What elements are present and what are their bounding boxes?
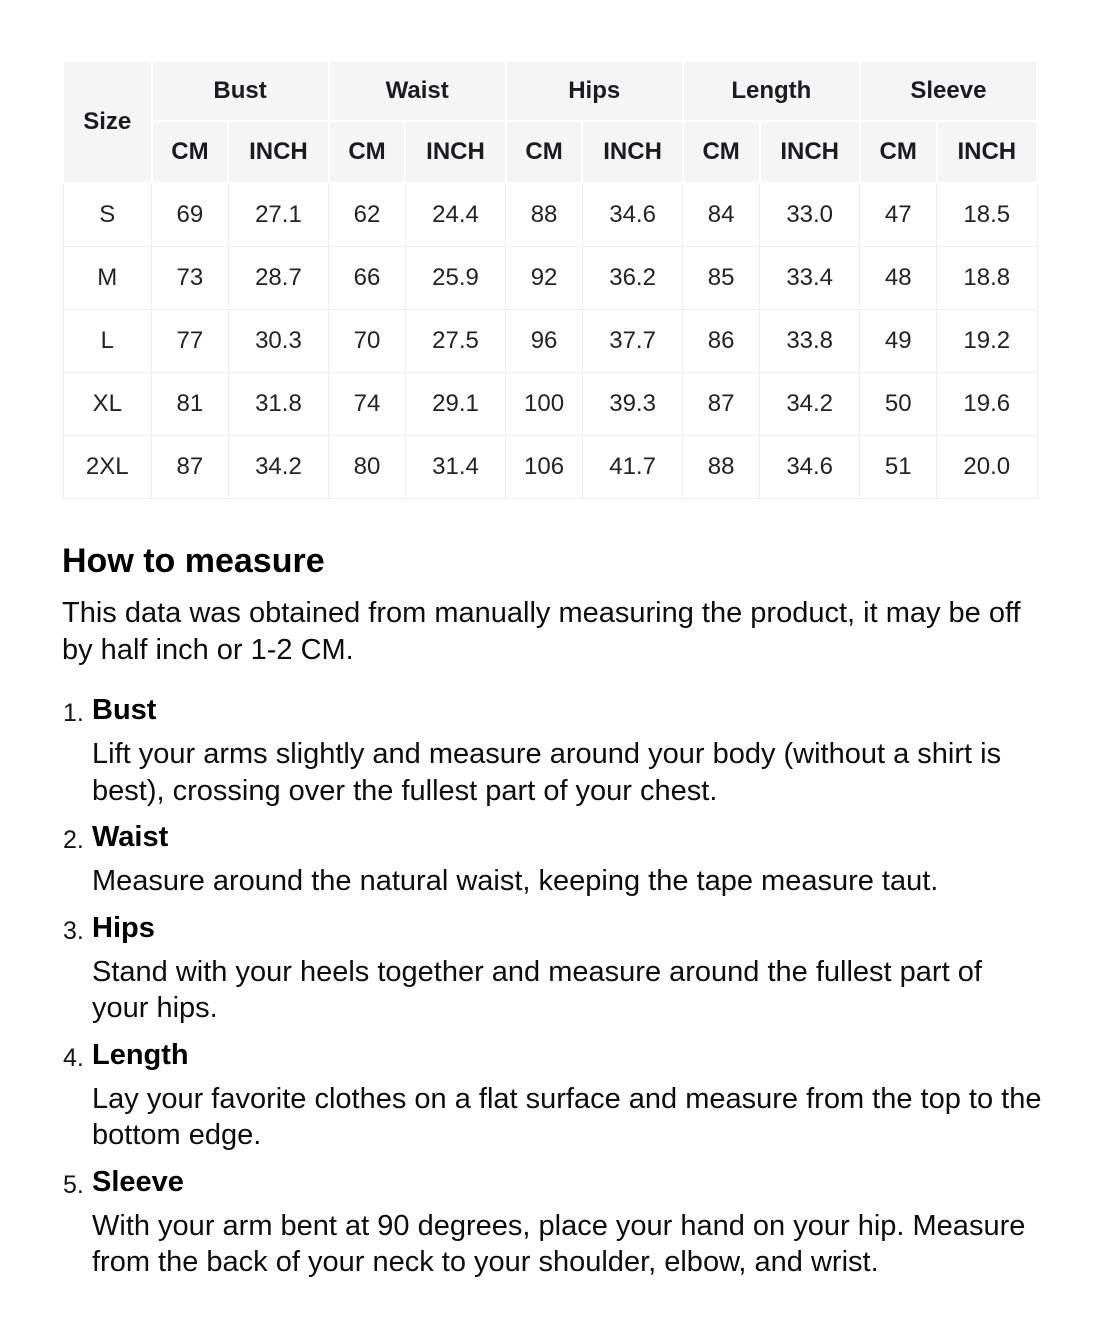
cell: 87 — [152, 435, 229, 498]
cell: 28.7 — [228, 246, 328, 309]
size-chart-header — [63, 61, 1037, 183]
cell: 86 — [683, 309, 760, 372]
cell: 34.2 — [228, 435, 328, 498]
unit-header-waist-inch: INCH — [405, 121, 505, 183]
cell: 73 — [152, 246, 229, 309]
unit-header-sleeve-cm: CM — [860, 121, 937, 183]
measure-step-bust — [62, 692, 1038, 809]
unit-row — [63, 121, 1037, 183]
table-row-l — [63, 309, 1037, 372]
table-row-2xl — [63, 435, 1037, 498]
cell: 48 — [860, 246, 937, 309]
step-description: Lift your arms slightly and measure around your body (without a shirt is best), crossing over the fullest part of your chest. — [92, 738, 1002, 807]
cell: 49 — [860, 309, 937, 372]
column-header-sleeve: Sleeve — [860, 61, 1037, 121]
cell: 29.1 — [405, 372, 505, 435]
cell: 50 — [860, 372, 937, 435]
cell: 81 — [152, 372, 229, 435]
size-cell: 2XL — [63, 435, 152, 498]
cell: 34.2 — [760, 372, 860, 435]
cell: 27.5 — [405, 309, 505, 372]
cell: 33.4 — [760, 246, 860, 309]
cell: 36.2 — [582, 246, 682, 309]
cell: 96 — [506, 309, 583, 372]
cell: 47 — [860, 183, 937, 246]
cell: 33.0 — [760, 183, 860, 246]
unit-header-length-inch: INCH — [760, 121, 860, 183]
size-chart-table — [62, 60, 1038, 499]
step-number: 3. — [63, 916, 84, 945]
how-to-measure-heading: How to measure — [62, 541, 325, 580]
cell: 18.8 — [937, 246, 1037, 309]
column-header-hips: Hips — [506, 61, 683, 121]
cell: 25.9 — [405, 246, 505, 309]
cell: 74 — [329, 372, 406, 435]
cell: 20.0 — [937, 435, 1037, 498]
cell: 51 — [860, 435, 937, 498]
unit-header-sleeve-inch: INCH — [937, 121, 1037, 183]
unit-header-hips-cm: CM — [506, 121, 583, 183]
column-header-length: Length — [683, 61, 860, 121]
cell: 27.1 — [228, 183, 328, 246]
cell: 19.2 — [937, 309, 1037, 372]
table-row-s — [63, 183, 1037, 246]
cell: 100 — [506, 372, 583, 435]
measure-disclaimer: This data was obtained from manually measuring the product, it may be off by half inch or 1-2 CM. — [62, 597, 1021, 666]
cell: 62 — [329, 183, 406, 246]
step-description: With your arm bent at 90 degrees, place your hand on your hip. Measure from the back of your neck to your shoulder, elbow, and wrist. — [92, 1209, 1026, 1279]
cell: 33.8 — [760, 309, 860, 372]
column-header-size: Size — [63, 61, 152, 183]
column-header-waist: Waist — [329, 61, 506, 121]
cell: 24.4 — [405, 183, 505, 246]
step-description: Stand with your heels together and measure around the fullest part of your hips. — [92, 955, 982, 1025]
table-row-xl — [63, 372, 1037, 435]
step-title: Hips — [92, 911, 155, 944]
cell: 31.4 — [405, 435, 505, 498]
unit-header-length-cm: CM — [683, 121, 760, 183]
cell: 92 — [506, 246, 583, 309]
cell: 41.7 — [582, 435, 682, 498]
cell: 106 — [506, 435, 583, 498]
cell: 87 — [683, 372, 760, 435]
cell: 34.6 — [582, 183, 682, 246]
cell: 88 — [506, 183, 583, 246]
cell: 70 — [329, 309, 406, 372]
cell: 69 — [152, 183, 229, 246]
measure-step-length — [62, 1037, 1042, 1154]
step-title: Length — [92, 1038, 189, 1071]
measurement-group-row — [63, 61, 1037, 121]
step-number: 5. — [63, 1170, 84, 1199]
cell: 19.6 — [937, 372, 1037, 435]
cell: 18.5 — [937, 183, 1037, 246]
size-cell: XL — [63, 372, 152, 435]
measure-steps-list — [62, 692, 1042, 1281]
cell: 39.3 — [582, 372, 682, 435]
cell: 88 — [683, 435, 760, 498]
cell: 77 — [152, 309, 229, 372]
unit-header-hips-inch: INCH — [582, 121, 682, 183]
cell: 80 — [329, 435, 406, 498]
size-cell: S — [63, 183, 152, 246]
size-cell: L — [63, 309, 152, 372]
cell: 37.7 — [582, 309, 682, 372]
column-header-bust: Bust — [152, 61, 329, 121]
step-number: 4. — [63, 1043, 84, 1072]
step-number: 1. — [63, 699, 84, 728]
cell: 84 — [683, 183, 760, 246]
step-description: Measure around the natural waist, keeping the tape measure taut. — [92, 865, 939, 898]
step-title: Waist — [92, 821, 169, 854]
step-title: Bust — [92, 694, 157, 727]
measure-step-sleeve — [62, 1164, 1038, 1281]
unit-header-bust-inch: INCH — [228, 121, 328, 183]
step-title: Sleeve — [92, 1165, 184, 1198]
cell: 31.8 — [228, 372, 328, 435]
size-chart-body — [63, 183, 1037, 498]
cell: 66 — [329, 246, 406, 309]
table-row-m — [63, 246, 1037, 309]
unit-header-waist-cm: CM — [329, 121, 406, 183]
cell: 85 — [683, 246, 760, 309]
cell: 30.3 — [228, 309, 328, 372]
step-description: Lay your favorite clothes on a flat surface and measure from the top to the bottom edge. — [92, 1082, 1042, 1152]
measure-step-hips — [62, 910, 1038, 1027]
size-cell: M — [63, 246, 152, 309]
step-number: 2. — [63, 826, 84, 855]
measure-step-waist — [62, 819, 1038, 900]
unit-header-bust-cm: CM — [152, 121, 229, 183]
cell: 34.6 — [760, 435, 860, 498]
